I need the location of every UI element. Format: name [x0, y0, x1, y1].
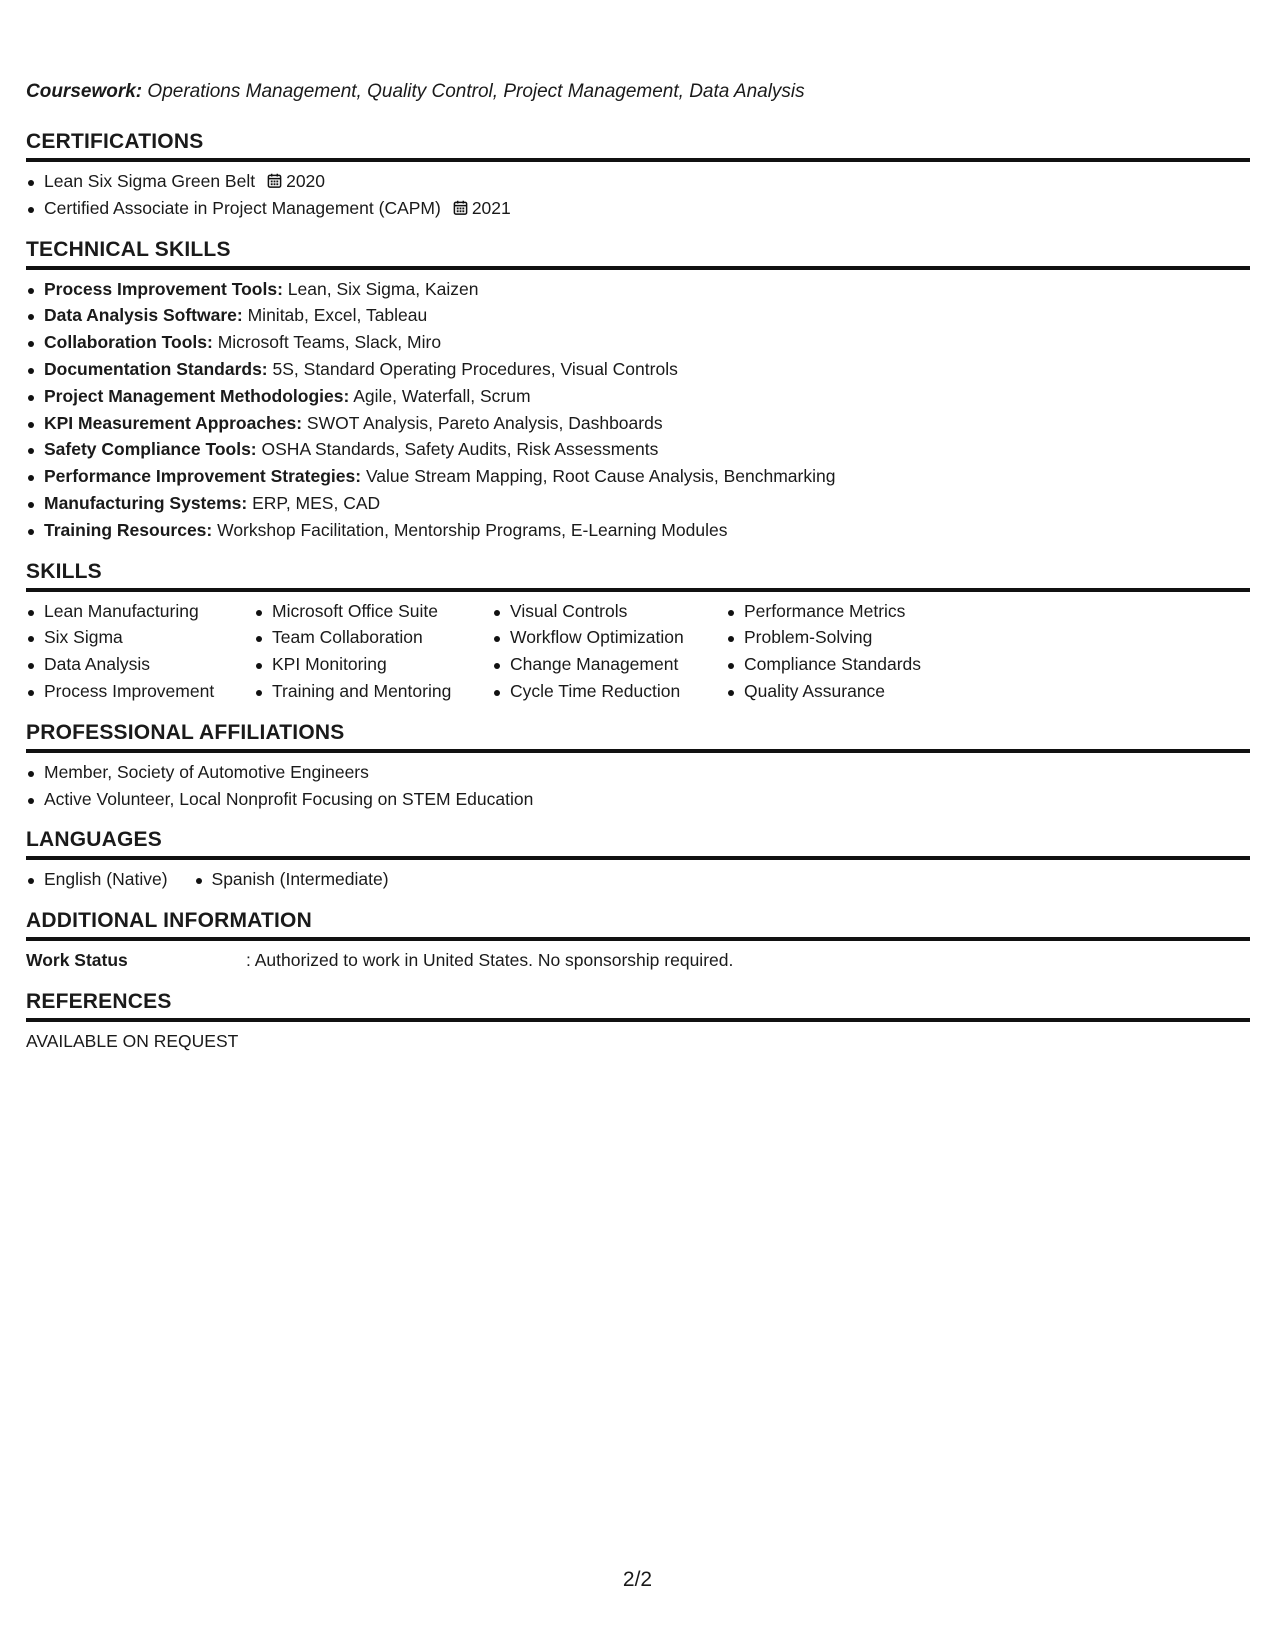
- affiliation-item: Member, Society of Automotive Engineers: [26, 759, 1250, 786]
- certification-year: 2020: [286, 171, 326, 191]
- calendar-icon: [267, 173, 282, 188]
- section-title-skills: SKILLS: [26, 559, 102, 583]
- coursework-line: [26, 78, 1250, 106]
- skills-section: [26, 558, 1250, 705]
- technical-skill-label: Collaboration Tools:: [44, 332, 213, 353]
- skill-item: Lean Manufacturing: [26, 598, 254, 625]
- work-status-row: [26, 947, 1250, 974]
- skills-column: [26, 598, 254, 705]
- skill-item: Visual Controls: [492, 598, 726, 625]
- technical-skill-item: [26, 436, 1250, 463]
- certification-year: 2021: [471, 197, 511, 218]
- technical-skill-value: Lean, Six Sigma, Kaizen: [287, 278, 479, 299]
- technical-skill-value: Microsoft Teams, Slack, Miro: [217, 332, 442, 353]
- section-title-languages: LANGUAGES: [26, 828, 162, 852]
- skills-column: [726, 598, 986, 705]
- skill-item: Workflow Optimization: [492, 624, 726, 651]
- language-item: Spanish (Intermediate): [194, 866, 389, 893]
- work-status-label: Work Status: [26, 950, 128, 971]
- affiliations-list: [26, 759, 1250, 813]
- technical-skill-item: [26, 356, 1250, 383]
- skill-item: Microsoft Office Suite: [254, 598, 492, 625]
- technical-skills-section: [26, 236, 1250, 544]
- technical-skills-list: [26, 276, 1250, 544]
- certification-item: [26, 195, 1250, 222]
- technical-skill-label: Safety Compliance Tools:: [44, 439, 257, 460]
- skill-item: Six Sigma: [26, 624, 254, 651]
- certifications-section: [26, 128, 1250, 222]
- technical-skill-label: Documentation Standards:: [44, 358, 268, 379]
- certification-name: Lean Six Sigma Green Belt: [44, 171, 256, 191]
- technical-skill-value: Agile, Waterfall, Scrum: [353, 385, 531, 406]
- affiliation-item: Active Volunteer, Local Nonprofit Focusing on STEM Education: [26, 786, 1250, 813]
- skills-column: [254, 598, 492, 705]
- skill-item: Change Management: [492, 651, 726, 678]
- skill-item: Process Improvement: [26, 678, 254, 705]
- technical-skill-label: Process Improvement Tools:: [44, 278, 283, 299]
- skills-grid: [26, 598, 1250, 705]
- technical-skill-item: [26, 276, 1250, 303]
- references-section: [26, 988, 1250, 1055]
- technical-skill-item: [26, 517, 1250, 544]
- languages-section: [26, 826, 1250, 893]
- skills-column: [492, 598, 726, 705]
- technical-skill-label: Project Management Methodologies:: [44, 385, 350, 406]
- section-divider: [26, 1018, 1250, 1022]
- skill-item: Problem-Solving: [726, 624, 986, 651]
- technical-skill-item: [26, 329, 1250, 356]
- calendar-icon: [453, 200, 468, 215]
- technical-skill-label: KPI Measurement Approaches:: [44, 412, 303, 433]
- additional-info-section: [26, 907, 1250, 974]
- section-divider: [26, 749, 1250, 753]
- technical-skill-value: 5S, Standard Operating Procedures, Visual Controls: [272, 358, 678, 379]
- skill-item: KPI Monitoring: [254, 651, 492, 678]
- coursework-label: Coursework:: [26, 81, 143, 102]
- technical-skill-label: Data Analysis Software:: [44, 305, 243, 326]
- technical-skill-item: [26, 383, 1250, 410]
- section-divider: [26, 856, 1250, 860]
- technical-skill-value: ERP, MES, CAD: [252, 492, 381, 513]
- section-title-additional-info: ADDITIONAL INFORMATION: [26, 909, 312, 933]
- skill-item: Compliance Standards: [726, 651, 986, 678]
- technical-skill-value: SWOT Analysis, Pareto Analysis, Dashboards: [306, 412, 663, 433]
- language-item: English (Native): [26, 866, 168, 893]
- technical-skill-label: Performance Improvement Strategies:: [44, 466, 362, 487]
- technical-skill-value: Workshop Facilitation, Mentorship Programs, E-Learning Modules: [217, 519, 728, 540]
- technical-skill-value: Value Stream Mapping, Root Cause Analysis, Benchmarking: [365, 466, 836, 487]
- skill-item: Cycle Time Reduction: [492, 678, 726, 705]
- skill-item: Training and Mentoring: [254, 678, 492, 705]
- section-title-references: REFERENCES: [26, 989, 172, 1013]
- work-status-value: : Authorized to work in United States. No sponsorship required.: [246, 950, 734, 971]
- technical-skill-item: [26, 463, 1250, 490]
- certification-name: Certified Associate in Project Management (CAPM): [44, 197, 441, 218]
- skill-item: Data Analysis: [26, 651, 254, 678]
- references-text: AVAILABLE ON REQUEST: [26, 1030, 239, 1051]
- technical-skill-label: Manufacturing Systems:: [44, 492, 248, 513]
- skill-item: Quality Assurance: [726, 678, 986, 705]
- affiliations-section: [26, 719, 1250, 813]
- languages-list: [26, 866, 1250, 893]
- section-divider: [26, 266, 1250, 270]
- section-divider: [26, 937, 1250, 941]
- technical-skill-label: Training Resources:: [44, 519, 213, 540]
- section-divider: [26, 588, 1250, 592]
- technical-skill-item: [26, 490, 1250, 517]
- section-divider: [26, 158, 1250, 162]
- certifications-list: [26, 168, 1250, 222]
- technical-skill-value: OSHA Standards, Safety Audits, Risk Assessments: [261, 439, 659, 460]
- resume-page: [26, 78, 1250, 1069]
- technical-skill-item: [26, 410, 1250, 437]
- technical-skill-value: Minitab, Excel, Tableau: [247, 305, 428, 326]
- section-title-affiliations: PROFESSIONAL AFFILIATIONS: [26, 720, 345, 744]
- section-title-certifications: CERTIFICATIONS: [26, 130, 204, 153]
- section-title-technical-skills: TECHNICAL SKILLS: [26, 237, 231, 261]
- skill-item: Team Collaboration: [254, 624, 492, 651]
- technical-skill-item: [26, 302, 1250, 329]
- coursework-text: Operations Management, Quality Control, Project Management, Data Analysis: [147, 81, 805, 102]
- certification-item: [26, 168, 1250, 195]
- page-number: 2/2: [622, 1568, 653, 1591]
- skill-item: Performance Metrics: [726, 598, 986, 625]
